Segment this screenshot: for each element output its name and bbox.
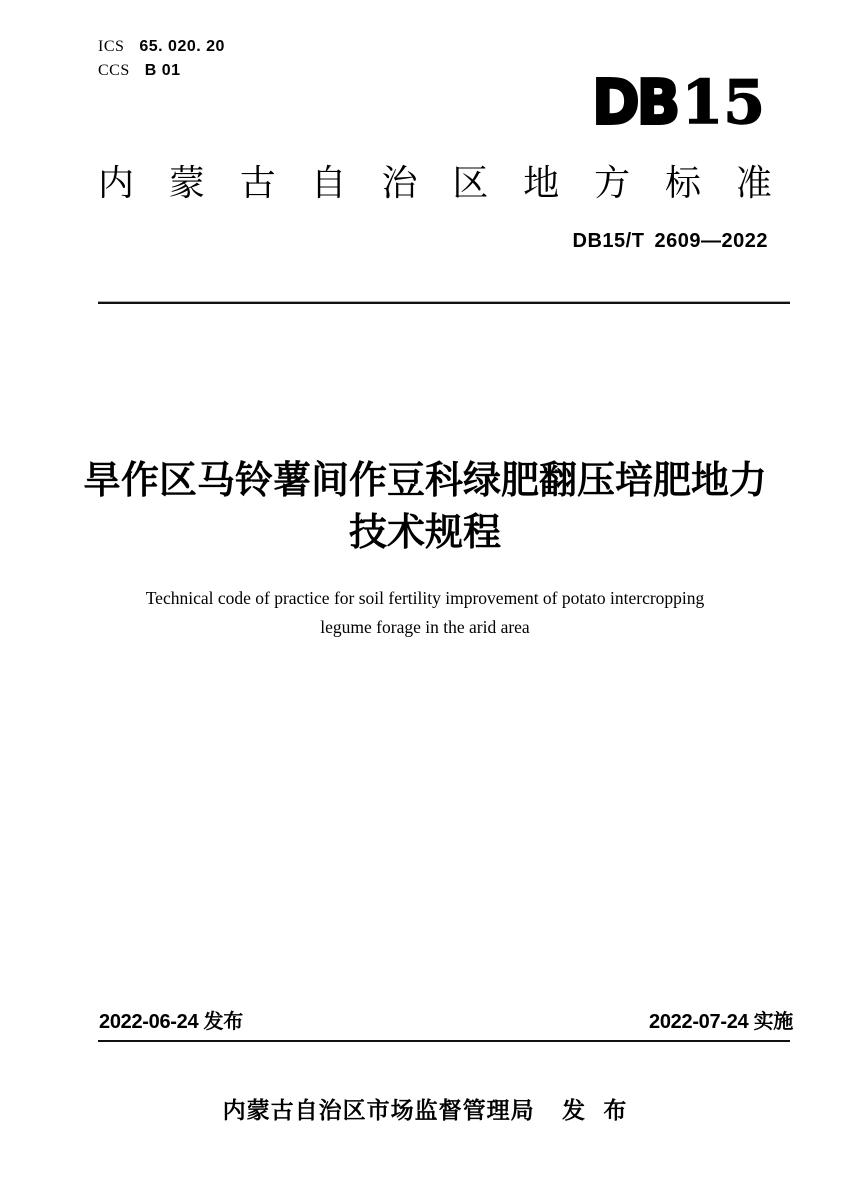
region-title-char: 蒙 <box>168 162 205 203</box>
region-title-char: 区 <box>452 162 489 203</box>
region-title-char: 古 <box>239 162 276 203</box>
issue-date: 2022-06-24 发布 <box>99 1011 243 1033</box>
document-title-en-line1: Technical code of practice for soil fertility improvement of potato intercropping <box>145 588 705 608</box>
db15-logo <box>590 67 765 139</box>
region-title-char: 方 <box>594 162 631 203</box>
ics-label: ICS <box>98 38 125 55</box>
document-title-en-line2: legume forage in the arid area <box>320 617 530 637</box>
ics-line <box>98 38 225 56</box>
region-title-char: 准 <box>735 162 772 203</box>
document-title-cn-line2: 技术规程 <box>348 512 501 554</box>
publisher-name: 内蒙古自治区市场监督管理局 <box>222 1097 535 1123</box>
date-row <box>99 1005 793 1034</box>
ics-value: 65. 020. 20 <box>139 38 225 55</box>
document-title-cn-line1: 旱作区马铃薯间作豆科绿肥翻压培肥地力 <box>82 460 767 502</box>
region-title-char: 标 <box>665 162 702 203</box>
region-title-char: 地 <box>523 162 560 203</box>
publisher-line <box>0 1092 850 1125</box>
implementation-date: 2022-07-24 实施 <box>649 1011 793 1033</box>
region-title-char: 治 <box>381 162 418 203</box>
db15-logo-db-letters: DB <box>592 67 678 139</box>
ccs-line <box>98 62 181 80</box>
header-divider-rule <box>98 302 790 304</box>
standard-number: DB15/T 2609—2022 <box>572 230 768 252</box>
footer-divider-rule <box>98 1040 790 1042</box>
document-title-cn <box>0 455 850 559</box>
db15-logo-number: 15 <box>681 68 765 138</box>
publish-label: 发 布 <box>562 1097 628 1123</box>
region-title-char: 内 <box>98 162 135 203</box>
region-title-char: 自 <box>310 162 347 203</box>
document-title-en <box>0 584 850 642</box>
region-standard-title <box>98 163 772 203</box>
ccs-label: CCS <box>98 62 130 79</box>
ccs-value: B 01 <box>144 62 181 79</box>
